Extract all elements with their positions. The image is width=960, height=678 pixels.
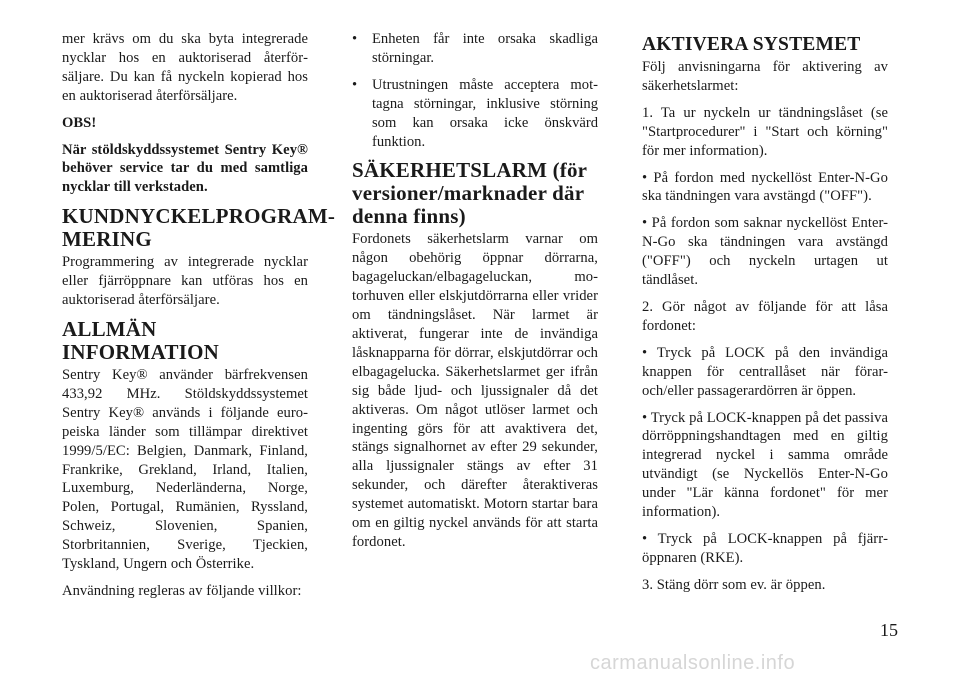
heading-allman-information: ALLMÄN INFORMATION (62, 316, 219, 364)
column-1 (62, 30, 335, 609)
obs-note: När stöldskyddssystemet Sentry Key® behöver service tar du med samtliga nycklar till verkstaden. (62, 141, 308, 196)
intro-paragraph: mer krävs om du ska byta integrerade nycklar hos en auktoriserad återförsäljare. Du kan få nyckeln kopierad hos en auktoriserad återförsäljare. (62, 31, 308, 104)
page-number: 15 (880, 620, 898, 640)
step-paragraph: • Tryck på LOCK-knappen på fjärröppnaren (RKE). (642, 530, 888, 566)
step-paragraph: 1. Ta ur nyckeln ur tändningslåset (se "Startprocedurer" i "Start och körning" för mer information). (642, 104, 888, 159)
step-paragraph: • Tryck på LOCK på den invändiga knappen för centrallåset när förar- och/eller passagerardörren är öppen. (642, 344, 888, 399)
column-2 (352, 30, 598, 560)
step-paragraph: • På fordon med nyckellöst Enter-N-Go ska tändningen vara avstängd ("OFF"). (642, 169, 888, 205)
conditions-list (352, 30, 598, 151)
step-paragraph: • På fordon som saknar nyckellöst Enter-N-Go ska tändningen vara avstängd ("OFF") och nyckeln urtagen ut tändlåset. (642, 215, 888, 289)
step-paragraph: 3. Stäng dörr som ev. är öppen. (642, 576, 826, 593)
watermark: carmanualsonline.info (590, 652, 796, 674)
heading-kundnyckelprogrammering: KUNDNYCKELPROGRAMMERING (62, 204, 335, 252)
kundnyckel-paragraph: Programmering av integrerade nycklar eller fjärröppnare kan utföras hos en auktoriserad återförsäljare. (62, 254, 308, 309)
anvandning-paragraph: Användning regleras av följande villkor: (62, 582, 302, 599)
heading-aktivera-systemet: AKTIVERA SYSTEMET (642, 34, 861, 55)
step-paragraph: 2. Gör något av följande för att låsa fordonet: (642, 298, 888, 334)
obs-label: OBS! (62, 114, 97, 131)
allman-paragraph: Sentry Key® använder bärfrekvensen 433,92 MHz. Stöldskyddssystemet Sentry Key® används i följande europeiska länder som tillämpar direktivet 1999/5/EC: Belgien, Danmark, Finland, Frankrike, Grekland, Irland, Italien, Luxemburg, Nederländerna, Norge, Polen, Portugal, Rumänien, Ryssland, Schweiz, Slovenien, Spanien, Storbritannien, Sverige, Tjeckien, Tyskland, Ungern och Österrike. (62, 366, 308, 573)
list-item: • Enheten får inte orsaka skadliga störningar. (352, 30, 598, 68)
list-item: • Utrustningen måste acceptera mottagna störningar, inklusive störning som kan orsaka icke önskvärd funktion. (352, 76, 598, 152)
step-paragraph: • Tryck på LOCK-knappen på det passiva dörröppningshandtagen med en giltig integrerad nyckel i samma område utvändigt (se Nyckellös Enter-N-Go under "Lär känna fordonet" för mer information). (642, 409, 888, 521)
sakerhetslarm-paragraph: Fordonets säkerhetslarm varnar om någon obehörig öppnar dörrarna, bagageluckan/elbagageluckan, motorhuven eller elskjutdörrarna eller vrider om tändningslåset. När larmet är aktiverat, fungerar inte de invändiga låsknapparna för dörrar, elskjutdörrar och elbagagelucka. Säkerhetslarmet ger ifrån sig både ljud- och ljussignaler då det aktiveras. Om något utlöser larmet och ingenting görs för att avaktivera det, stängs signalhornet av efter 29 sekunder, alla ljussignaler stängs av efter 31 sekunder, och därefter återaktiveras systemet automatiskt. Motorn startar bara om en giltig nyckel används för att starta fordonet. (352, 231, 598, 550)
column-3 (642, 30, 888, 603)
heading-sakerhetslarm: SÄKERHETSLARM (för versioner/marknader där denna finns) (352, 158, 587, 229)
aktivera-intro: Följ anvisningarna för aktivering av säkerhetslarmet: (642, 59, 888, 94)
